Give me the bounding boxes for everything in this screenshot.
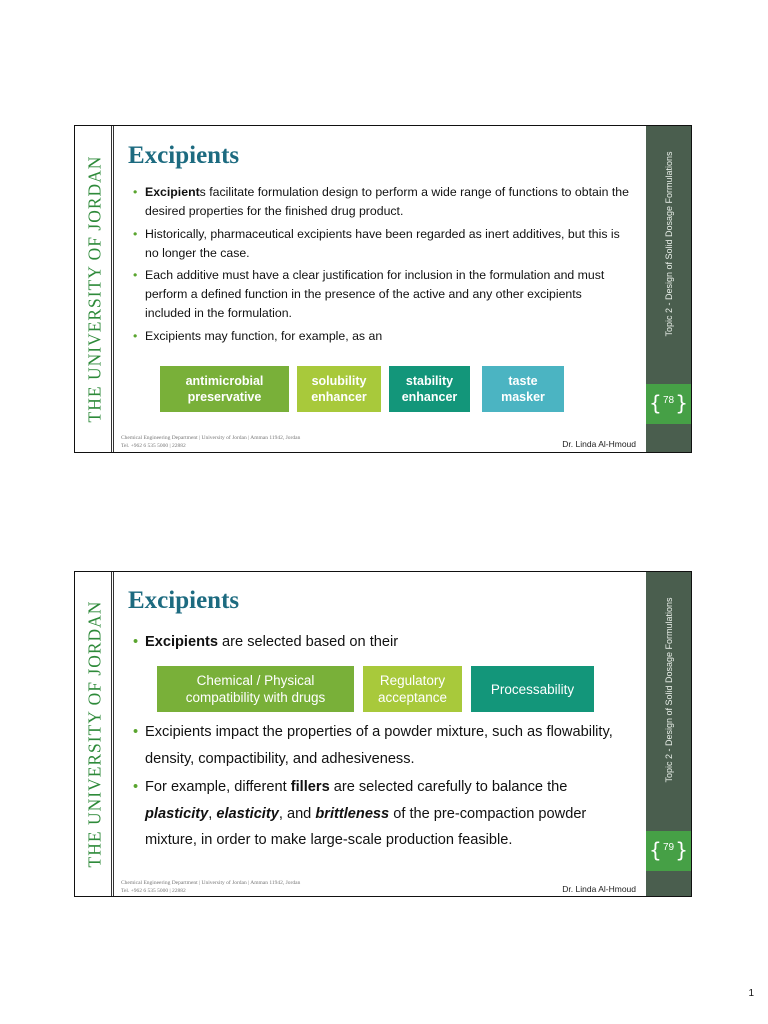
divider-line — [111, 126, 114, 452]
criteria-box-regulatory — [363, 666, 462, 712]
bullet-list — [133, 629, 631, 658]
slide-number-box — [646, 384, 691, 424]
footer-author: Dr. Linda Al-Hmoud — [562, 884, 636, 894]
function-box-stability — [389, 366, 470, 412]
bullet-icon: • — [133, 268, 138, 282]
box-line: acceptance — [377, 690, 448, 705]
topic-band — [646, 126, 691, 452]
bold-italic-term: brittleness — [315, 805, 390, 822]
bullet-icon: • — [133, 724, 139, 740]
footer-line: Tel. +962 6 535 5000 | 22882 — [121, 887, 186, 894]
bracket-right-icon: } — [675, 838, 688, 862]
document-page-number: 1 — [748, 988, 754, 999]
footer-line: Tel. +962 6 535 5000 | 22882 — [121, 442, 186, 449]
criteria-box-processability — [471, 666, 594, 712]
bullet-text: Excipients may function, for example, as an — [145, 328, 383, 343]
box-line: compatibility with drugs — [185, 690, 326, 705]
box-line: antimicrobial — [185, 374, 264, 388]
footer-address — [121, 435, 300, 450]
bullet-item — [133, 327, 631, 346]
bullet-text: Each additive must have a clear justification for inclusion in the formulation and must perform a defined function in the presence of the active and any other excipients included in the formulation. — [145, 268, 605, 320]
footer-line: Chemical Engineering Department | University of Jordan | Amman 11942, Jordan — [121, 435, 301, 441]
bullet-item — [133, 225, 631, 263]
bold-term: Excipients — [145, 634, 218, 650]
function-box-solubility — [297, 366, 381, 412]
bold-term: Excipient — [145, 185, 200, 199]
bullet-item — [133, 629, 631, 656]
bullet-text: are selected based on their — [218, 634, 399, 650]
bracket-left-icon: { — [649, 838, 662, 862]
bullet-list — [133, 183, 631, 349]
bullet-icon: • — [133, 185, 138, 199]
bullet-item — [133, 183, 631, 221]
box-line: enhancer — [311, 390, 367, 404]
function-box-antimicrobial — [160, 366, 289, 412]
bullet-item — [133, 266, 631, 323]
topic-label: Topic 2 - Design of Solid Dosage Formulations — [663, 597, 674, 783]
slide-79 — [74, 571, 692, 897]
box-line: Processability — [490, 681, 575, 697]
bullet-icon: • — [133, 226, 138, 241]
bullet-text: Excipients impact the properties of a powder mixture, such as flowability, density, compactibility, and adhesiveness. — [145, 724, 613, 767]
bullet-text: are selected carefully to balance the — [329, 779, 568, 795]
box-line: stability — [405, 374, 454, 388]
bold-italic-term: elasticity — [216, 805, 279, 822]
topic-label: Topic 2 - Design of Solid Dosage Formulations — [663, 151, 674, 337]
bullet-item — [133, 774, 631, 854]
box-line: enhancer — [401, 390, 458, 404]
bullet-text: s facilitate formulation design to perform a wide range of functions to obtain the desired properties for the finished drug product. — [145, 185, 629, 218]
university-name: THE UNIVERSITY OF JORDAN — [84, 600, 104, 868]
box-line: Regulatory — [379, 673, 446, 688]
box-line: preservative — [187, 390, 262, 404]
university-band — [75, 572, 114, 896]
bullet-icon: • — [133, 634, 139, 650]
slide-78 — [74, 125, 692, 453]
slide-number: 78 — [662, 395, 675, 406]
bullet-text: , and — [278, 805, 316, 822]
box-line: masker — [501, 390, 545, 404]
bullet-icon: • — [133, 779, 139, 795]
box-line: solubility — [311, 374, 367, 388]
divider-line — [111, 572, 114, 896]
bullet-text: , — [208, 805, 217, 822]
box-line: taste — [508, 374, 538, 388]
bold-italic-term: plasticity — [145, 805, 209, 822]
bullet-list — [133, 719, 631, 856]
slide-title: Excipients — [128, 142, 240, 169]
footer-address — [121, 880, 300, 895]
box-line: Chemical / Physical — [196, 673, 315, 688]
bullet-icon: • — [133, 328, 138, 343]
university-band — [75, 126, 114, 452]
bullet-text: Historically, pharmaceutical excipients have been regarded as inert additives, but this is no longer the case. — [145, 226, 620, 260]
function-box-taste — [482, 366, 564, 412]
slide-number: 79 — [662, 842, 675, 853]
footer-line: Chemical Engineering Department | University of Jordan | Amman 11942, Jordan — [121, 880, 301, 886]
bracket-left-icon: { — [649, 391, 662, 415]
slide-number-box — [646, 831, 691, 871]
bracket-right-icon: } — [675, 391, 688, 415]
university-name: THE UNIVERSITY OF JORDAN — [84, 155, 104, 423]
bullet-item — [133, 719, 631, 772]
bullet-text: For example, different — [145, 779, 291, 795]
bold-term: fillers — [290, 779, 330, 795]
criteria-box-compatibility — [157, 666, 354, 712]
topic-band — [646, 572, 691, 896]
bullet-text: of the pre-compaction powder mixture, in order to make large-scale production feasible. — [145, 805, 587, 848]
footer-author: Dr. Linda Al-Hmoud — [562, 439, 636, 449]
slide-title: Excipients — [128, 587, 240, 614]
